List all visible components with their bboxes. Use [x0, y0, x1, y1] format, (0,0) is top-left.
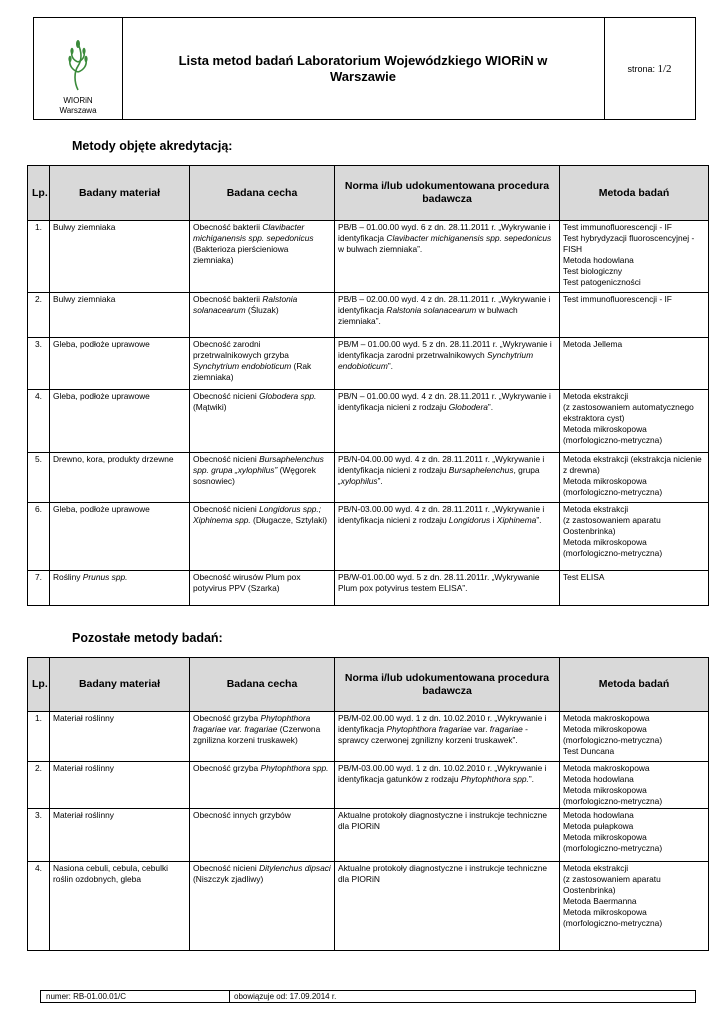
cell-cecha	[190, 221, 335, 293]
text-segment: ”.	[487, 402, 494, 412]
cell-material	[50, 338, 190, 390]
cell-lp: 7.	[28, 571, 50, 606]
cell-lp: 4.	[28, 862, 50, 951]
cell-metoda	[560, 809, 709, 862]
method-line: Metoda mikroskopowa	[563, 476, 647, 486]
method-line: (z zastosowaniem aparatu Oostenbrinka)	[563, 515, 661, 536]
method-line: Metoda mikroskopowa	[563, 785, 647, 795]
method-line: (morfologiczno-metryczna)	[563, 796, 663, 806]
logo-cell	[34, 18, 123, 119]
org-name: WIORiN	[63, 96, 93, 105]
col-header-metoda: Metoda badań	[560, 166, 709, 221]
text-segment: Obecność nicieni	[193, 863, 260, 873]
cell-lp: 1.	[28, 221, 50, 293]
cell-norma	[335, 762, 560, 809]
table-row	[28, 503, 709, 571]
text-segment: w bulwach ziemniaka”.	[338, 305, 518, 326]
text-segment: Obecność wirusów Plum pox potyvirus PPV (Szarka)	[193, 572, 301, 593]
text-segment: ”.	[536, 515, 542, 525]
text-segment: (Czerwona zgnilizna korzeni truskawek)	[193, 724, 321, 745]
method-line: Metoda mikroskopowa	[563, 724, 647, 734]
text-segment: i	[490, 515, 497, 525]
method-line: (z zastosowaniem aparatu Oostenbrinka)	[563, 874, 661, 895]
document-footer	[40, 990, 696, 1003]
method-line: Metoda ekstrakcji	[563, 504, 629, 514]
table-header-row	[28, 166, 709, 221]
text-segment: (Długacze, Sztylaki)	[250, 515, 328, 525]
cell-cecha	[190, 503, 335, 571]
cell-lp: 5.	[28, 453, 50, 503]
table-row	[28, 762, 709, 809]
cell-cecha	[190, 293, 335, 338]
cell-lp: 2.	[28, 762, 50, 809]
latin-name-text: Phytophthora fragariae var. fragariae	[193, 713, 311, 734]
text-segment: PB/B – 02.00.00 wyd. 4 z dn. 28.11.2011 r. „Wykrywanie i identyfikacja	[338, 294, 551, 315]
cell-norma	[335, 712, 560, 762]
cell-metoda	[560, 571, 709, 606]
latin-name-text: Ralstonia solanacearum	[193, 294, 298, 315]
latin-name-text: Globodera	[448, 402, 488, 412]
method-line: Metoda makroskopowa	[563, 713, 650, 723]
cell-cecha	[190, 862, 335, 951]
cell-metoda	[560, 503, 709, 571]
cell-lp: 3.	[28, 338, 50, 390]
document-number: numer: RB-01.00.01/C	[46, 992, 127, 1001]
method-line: (z zastosowaniem automatycznego ekstraktora cyst)	[563, 402, 694, 423]
text-segment: (Mątwiki)	[193, 402, 227, 412]
latin-name-text: Ralstonia solanacearum	[386, 305, 477, 315]
text-segment: Aktualne protokoły diagnostyczne i instrukcje techniczne dla PIORiN	[338, 810, 548, 831]
col-header-cecha: Badana cecha	[190, 166, 335, 221]
text-segment: PB/M-02.00.00 wyd. 1 z dn. 10.02.2010 r. „Wykrywanie i identyfikacja	[338, 713, 547, 734]
text-segment: (Rak ziemniaka)	[193, 361, 312, 382]
text-segment: Obecność nicieni	[193, 391, 260, 401]
text-segment: ”.	[528, 774, 535, 784]
cell-material	[50, 221, 190, 293]
cell-norma	[335, 293, 560, 338]
table-row	[28, 221, 709, 293]
document-header	[33, 17, 696, 120]
method-line: Test biologiczny	[563, 266, 623, 276]
method-line: Test immunofluorescencji - IF	[563, 294, 672, 304]
page-number: 1/2	[657, 62, 672, 75]
page-label: strona:	[627, 63, 655, 74]
text-segment: (Śluzak)	[245, 305, 279, 315]
text-segment: Gleba, podłoże uprawowe	[53, 504, 150, 514]
text-segment: Nasiona cebuli, cebula, cebulki roślin ozdobnych, gleba	[53, 863, 168, 884]
latin-name-text: Phytophthora spp.	[460, 774, 529, 784]
other-methods-table	[27, 657, 709, 951]
table-row	[28, 453, 709, 503]
cell-metoda	[560, 221, 709, 293]
method-line: Metoda mikroskopowa	[563, 832, 647, 842]
table-row	[28, 712, 709, 762]
text-segment: PB/M-03.00.00 wyd. 1 z dn. 10.02.2010 r. „Wykrywanie i identyfikacja gatunków z rodzaju	[338, 763, 547, 784]
method-line: (morfologiczno-metryczna)	[563, 487, 663, 497]
text-segment: PB/W-01.00.00 wyd. 5 z dn. 28.11.2011r. „Wykrywanie Plum pox potyvirus testem ELISA”.	[338, 572, 540, 593]
table-header-row	[28, 658, 709, 712]
method-line: Test patogeniczności	[563, 277, 641, 287]
text-segment: ”.	[387, 361, 393, 371]
valid-from-date: obowiązuje od: 17.09.2014 r.	[234, 992, 337, 1001]
cell-norma	[335, 221, 560, 293]
wiorin-logo-icon	[64, 38, 92, 94]
cell-norma	[335, 338, 560, 390]
cell-lp: 1.	[28, 712, 50, 762]
text-segment: Obecność bakterii	[193, 294, 263, 304]
cell-cecha	[190, 571, 335, 606]
text-segment: Drewno, kora, produkty drzewne	[53, 454, 174, 464]
text-segment: Obecność bakterii	[193, 222, 263, 232]
method-line: (morfologiczno-metryczna)	[563, 548, 663, 558]
text-segment: Bulwy ziemniaka	[53, 294, 116, 304]
col-header-lp: Lp.	[28, 166, 50, 221]
latin-name-text: Globodera spp.	[259, 391, 317, 401]
cell-material	[50, 293, 190, 338]
latin-name-text: Prunus spp.	[82, 572, 128, 582]
latin-name-text: Clavibacter michiganensis spp. sepedonicus	[193, 222, 314, 243]
method-line: Metoda mikroskopowa	[563, 424, 647, 434]
method-line: Metoda ekstrakcji	[563, 863, 629, 873]
method-line: Metoda ekstrakcji (ekstrakcja nicienie z drewna)	[563, 454, 702, 475]
text-segment: Rośliny	[53, 572, 83, 582]
cell-material	[50, 809, 190, 862]
cell-cecha	[190, 453, 335, 503]
table-row	[28, 809, 709, 862]
text-segment: PB/M – 01.00.00 wyd. 5 z dn. 28.11.2011 r. „Wykrywanie i identyfikacja zarodni przetrwalnikowych	[338, 339, 552, 360]
method-line: Test Duncana	[563, 746, 615, 756]
table-row	[28, 390, 709, 453]
table-row	[28, 571, 709, 606]
method-line: Metoda mikroskopowa	[563, 537, 647, 547]
col-header-lp: Lp.	[28, 658, 50, 712]
text-segment: Gleba, podłoże uprawowe	[53, 391, 150, 401]
cell-norma	[335, 503, 560, 571]
org-city: Warszawa	[59, 106, 97, 115]
cell-lp: 3.	[28, 809, 50, 862]
method-line: (morfologiczno-metryczna)	[563, 843, 663, 853]
cell-lp: 6.	[28, 503, 50, 571]
section-other-title: Pozostałe metody badań:	[72, 631, 223, 645]
latin-name-text: Xiphinema	[496, 515, 537, 525]
col-header-material: Badany materiał	[50, 166, 190, 221]
latin-name-text: Bursaphelenchus spp. grupa „xylophilus”	[193, 454, 324, 475]
latin-name-text: Synchytrium endobioticum	[193, 361, 292, 371]
cell-material	[50, 503, 190, 571]
cell-lp: 4.	[28, 390, 50, 453]
text-segment: Gleba, podłoże uprawowe	[53, 339, 150, 349]
text-segment: Aktualne protokoły diagnostyczne i instrukcje techniczne dla PIORiN	[338, 863, 548, 884]
latin-name-text: Longidorus spp.; Xiphinema spp.	[193, 504, 322, 525]
cell-metoda	[560, 390, 709, 453]
text-segment: PB/N – 01.00.00 wyd. 4 z dn. 28.11.2011 r. „Wykrywanie i identyfikacja nicieni z rodzaju	[338, 391, 551, 412]
title-cell	[122, 18, 605, 119]
page-cell	[604, 18, 695, 119]
footer-divider	[229, 991, 230, 1002]
table-row	[28, 293, 709, 338]
cell-norma	[335, 809, 560, 862]
text-segment: PB/N-04.00.00 wyd. 4 z dn. 28.11.2011 r. „Wykrywanie i identyfikacja nicieni z rodzaju	[338, 454, 545, 475]
cell-material	[50, 571, 190, 606]
text-segment: Materiał roślinny	[53, 810, 114, 820]
cell-norma	[335, 390, 560, 453]
cell-metoda	[560, 862, 709, 951]
method-line: Metoda hodowlana	[563, 255, 634, 265]
cell-material	[50, 762, 190, 809]
method-line: Test immunofluorescencji - IF	[563, 222, 672, 232]
text-segment: Obecność grzyba	[193, 763, 261, 773]
latin-name-text: Clavibacter michiganensis spp. sepedonicus	[386, 233, 552, 243]
cell-material	[50, 862, 190, 951]
col-header-norma: Norma i/lub udokumentowana procedura badawcza	[335, 658, 560, 712]
col-header-cecha: Badana cecha	[190, 658, 335, 712]
latin-name-text: Ditylenchus dipsaci	[259, 863, 331, 873]
text-segment: Materiał roślinny	[53, 763, 114, 773]
cell-metoda	[560, 762, 709, 809]
text-segment: , grupa	[513, 465, 540, 475]
text-segment: - sprawcy czerwonej zgnilizny korzeni truskawek”.	[338, 724, 528, 745]
cell-cecha	[190, 338, 335, 390]
text-segment: (Węgorek sosnowiec)	[193, 465, 316, 486]
cell-norma	[335, 453, 560, 503]
cell-cecha	[190, 762, 335, 809]
latin-name-text: Phytophthora spp.	[260, 763, 329, 773]
text-segment: w bulwach ziemniaka”.	[338, 244, 423, 254]
cell-metoda	[560, 453, 709, 503]
cell-norma	[335, 862, 560, 951]
cell-metoda	[560, 293, 709, 338]
latin-name-text: „xylophilus	[338, 476, 378, 486]
text-segment: Materiał roślinny	[53, 713, 114, 723]
method-line: Metoda Baermanna	[563, 896, 637, 906]
text-segment: Bulwy ziemniaka	[53, 222, 116, 232]
text-segment: var.	[471, 724, 490, 734]
method-line: Metoda ekstrakcji	[563, 391, 629, 401]
method-line: Metoda hodowlana	[563, 810, 634, 820]
cell-cecha	[190, 809, 335, 862]
cell-cecha	[190, 712, 335, 762]
document-title: Lista metod badań Laboratorium Wojewódzkiego WIORiN w Warszawie	[178, 52, 548, 84]
method-line: Metoda mikroskopowa	[563, 907, 647, 917]
text-segment: Obecność nicieni	[193, 454, 260, 464]
method-line: Metoda Jellema	[563, 339, 623, 349]
latin-name-text: fragariae	[489, 724, 523, 734]
method-line: Metoda hodowlana	[563, 774, 634, 784]
method-line: Test hybrydyzacji fluoroscencyjnej - FISH	[563, 233, 695, 254]
cell-metoda	[560, 712, 709, 762]
text-segment: PB/B – 01.00.00 wyd. 6 z dn. 28.11.2011 r. „Wykrywanie i identyfikacja	[338, 222, 551, 243]
method-line: (morfologiczno-metryczna)	[563, 918, 663, 928]
cell-norma	[335, 571, 560, 606]
latin-name-text: Synchytrium endobioticum	[338, 350, 534, 371]
col-header-metoda: Metoda badań	[560, 658, 709, 712]
cell-metoda	[560, 338, 709, 390]
text-segment: Obecność grzyba	[193, 713, 261, 723]
col-header-material: Badany materiał	[50, 658, 190, 712]
cell-lp: 2.	[28, 293, 50, 338]
cell-material	[50, 712, 190, 762]
text-segment: ”.	[377, 476, 383, 486]
method-line: Metoda pułapkowa	[563, 821, 634, 831]
latin-name-text: Longidorus	[448, 515, 491, 525]
text-segment: PB/N-03.00.00 wyd. 4 z dn. 28.11.2011 r. „Wykrywanie i identyfikacja nicieni z rodzaju	[338, 504, 545, 525]
cell-cecha	[190, 390, 335, 453]
latin-name-text: Bursaphelenchus	[448, 465, 514, 475]
text-segment: (Bakterioza pierścieniowa ziemniaka)	[193, 244, 289, 265]
accredited-methods-table	[27, 165, 709, 606]
text-segment: Obecność nicieni	[193, 504, 260, 514]
text-segment: (Niszczyk zjadliwy)	[193, 874, 264, 884]
cell-material	[50, 453, 190, 503]
method-line: Metoda makroskopowa	[563, 763, 650, 773]
cell-material	[50, 390, 190, 453]
latin-name-text: Phytophthora fragariae	[386, 724, 472, 734]
col-header-norma: Norma i/lub udokumentowana procedura badawcza	[335, 166, 560, 221]
section-accredited-title: Metody objęte akredytacją:	[72, 139, 233, 153]
text-segment: Obecność innych grzybów	[193, 810, 291, 820]
method-line: Test ELISA	[563, 572, 605, 582]
method-line: (morfologiczno-metryczna)	[563, 735, 663, 745]
method-line: (morfologiczno-metryczna)	[563, 435, 663, 445]
table-row	[28, 338, 709, 390]
text-segment: Obecność zarodni przetrwalnikowych grzyba	[193, 339, 289, 360]
table-row	[28, 862, 709, 951]
